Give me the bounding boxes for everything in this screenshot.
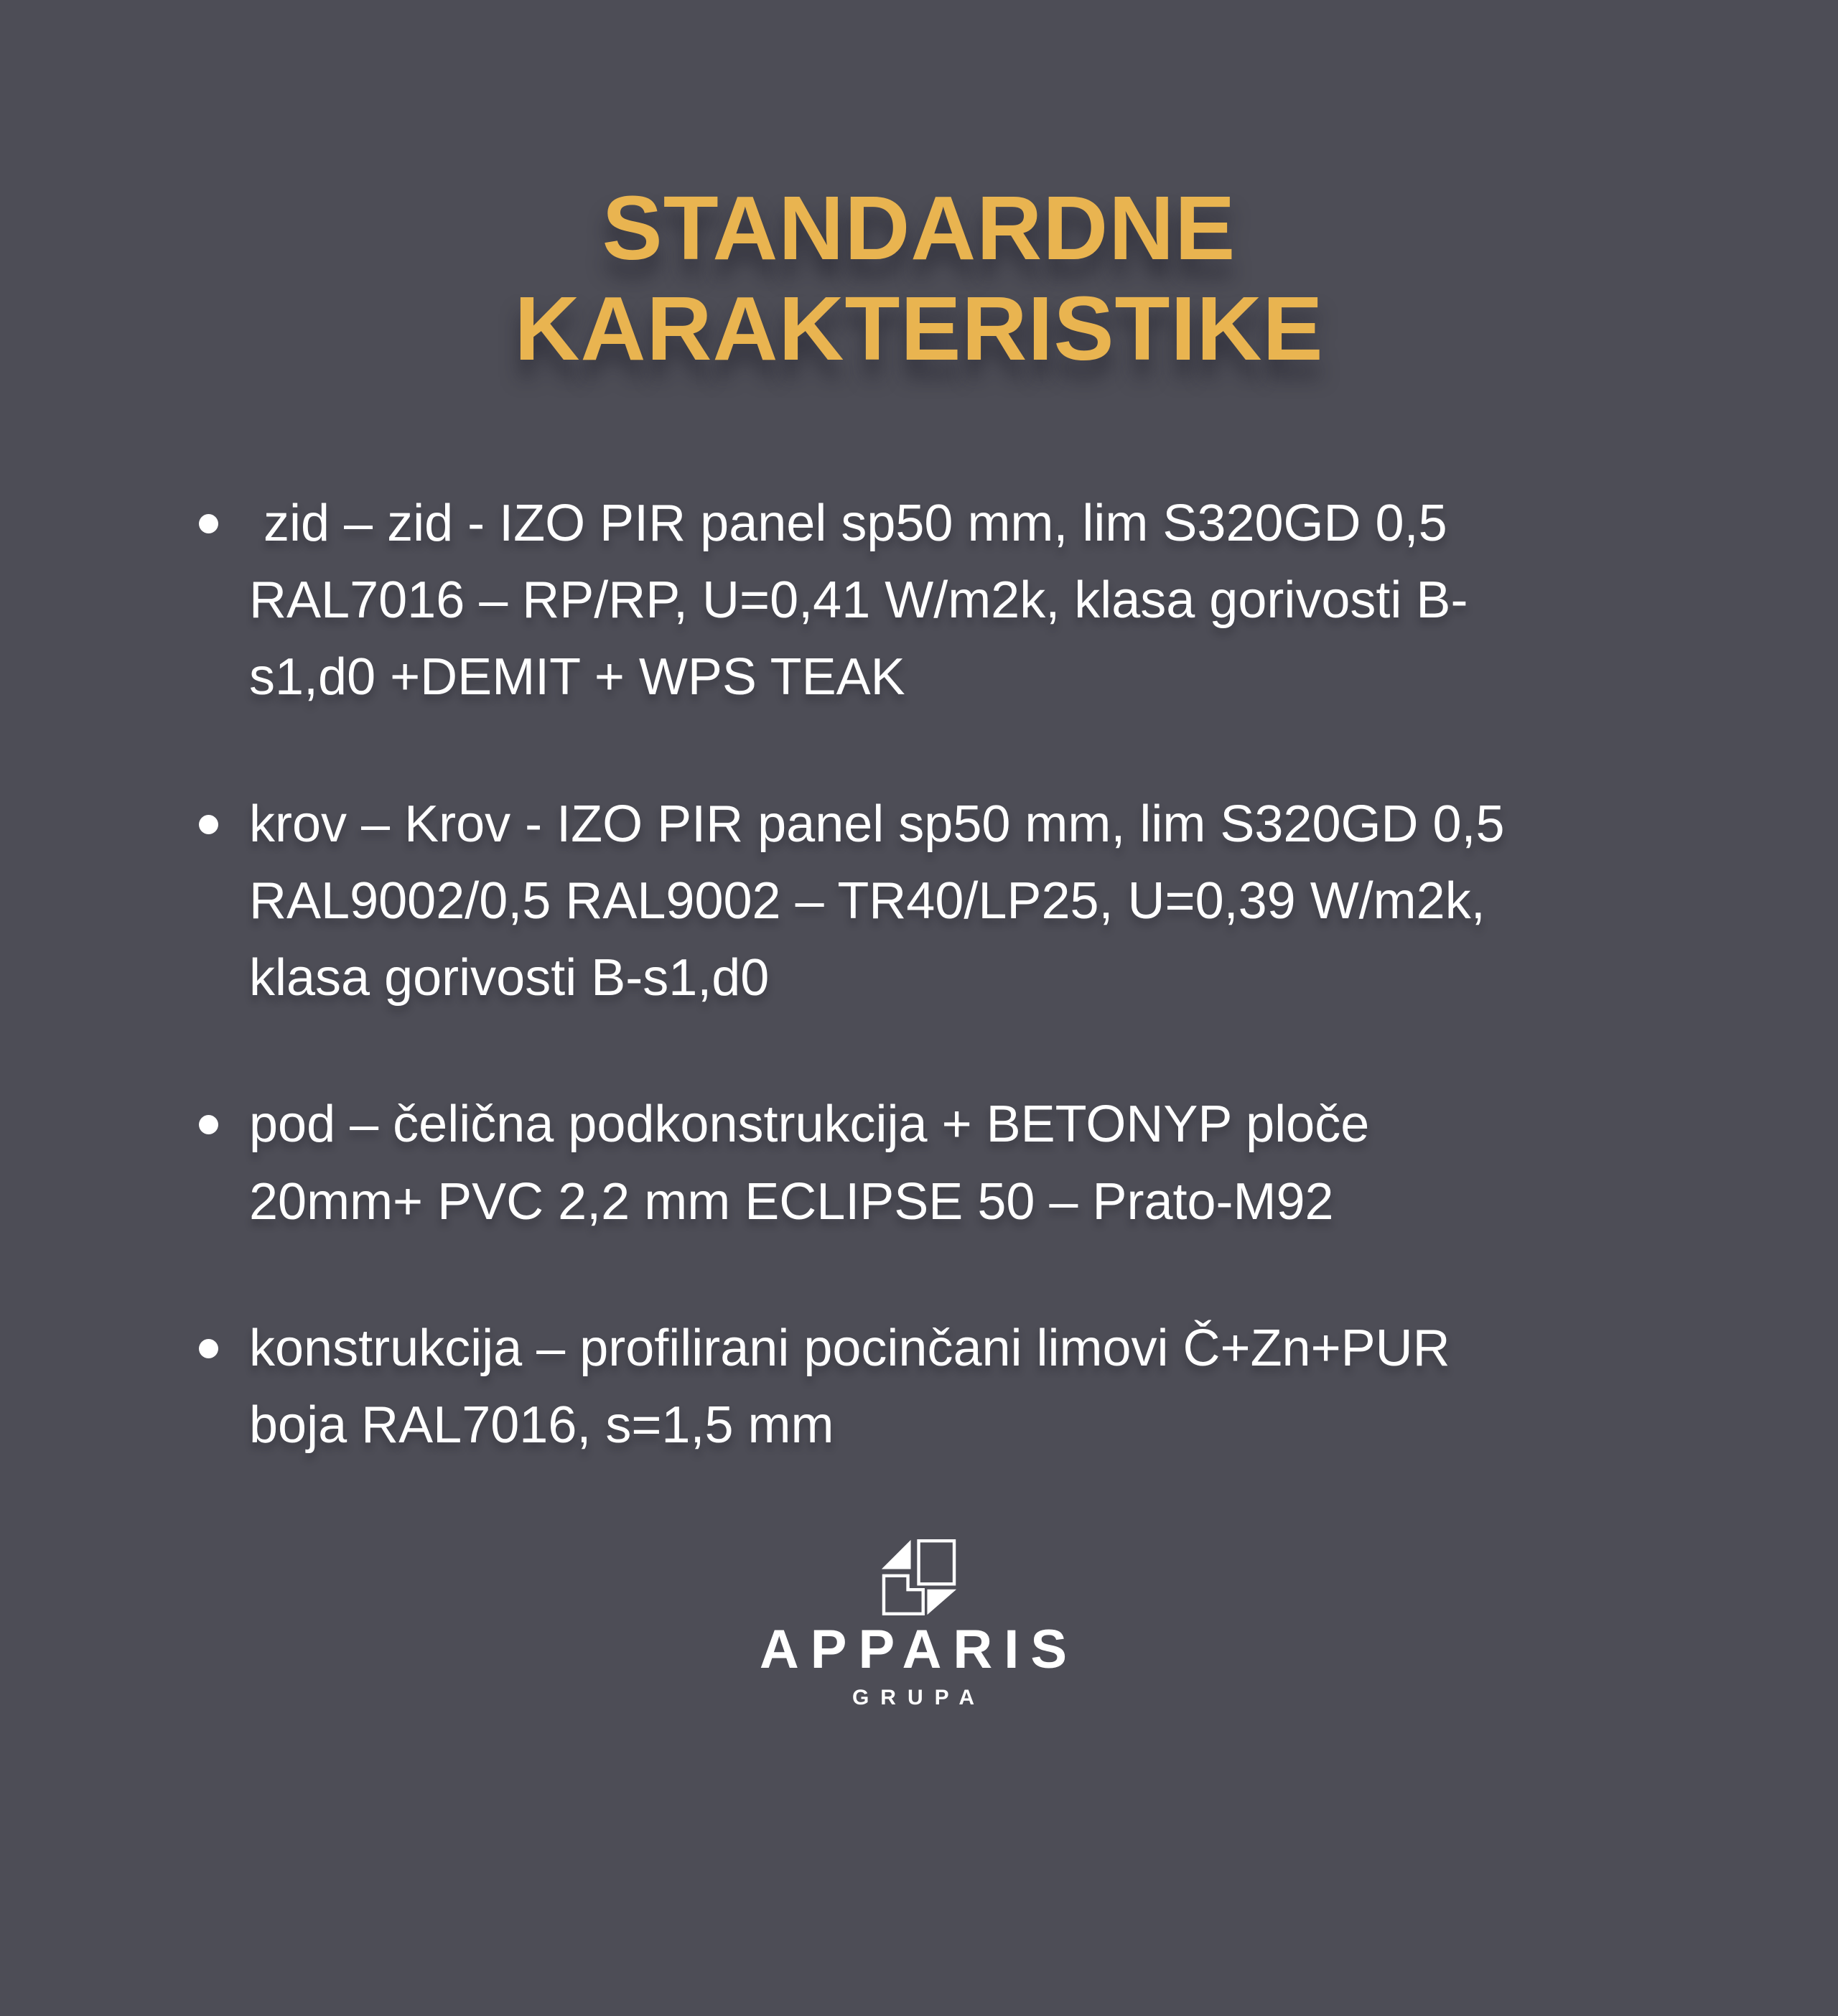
bullet-text: zid – zid - IZO PIR panel sp50 mm, lim S320GD 0,5 RAL7016 – RP/RP, U=0,41 W/m2k, klasa gorivosti B-s1,d0 +DEMIT + WPS TEAK xyxy=(249,494,1468,706)
page-title: STANDARDNE KARAKTERISTIKE xyxy=(514,177,1324,379)
bullet-text: konstrukcija – profilirani pocinčani limovi Č+Zn+PUR boja RAL7016, s=1,5 mm xyxy=(249,1319,1465,1455)
list-item xyxy=(197,1310,1516,1465)
bullet-dot-icon xyxy=(199,1115,218,1134)
bullet-text: pod – čelična podkonstrukcija + BETONYP ploče 20mm+ PVC 2,2 mm ECLIPSE 50 – Prato-M92 xyxy=(249,1096,1384,1231)
bullet-text: krov – Krov - IZO PIR panel sp50 mm, lim S320GD 0,5 RAL9002/0,5 RAL9002 – TR40/LP25, U=0,39 W/m2k, klasa gorivosti B-s1,d0 xyxy=(249,795,1519,1007)
apparis-logo xyxy=(0,1539,1838,1709)
bullet-dot-icon xyxy=(199,815,218,834)
bullet-list xyxy=(197,485,1519,1465)
slide-background xyxy=(0,178,1838,2016)
list-item xyxy=(197,485,1516,717)
bullet-dot-icon xyxy=(199,514,218,533)
list-item xyxy=(197,1086,1516,1241)
apparis-squares-logo-icon xyxy=(881,1539,957,1615)
list-item xyxy=(197,786,1519,1017)
bullet-dot-icon xyxy=(199,1339,218,1358)
brand-subtitle: GRUPA xyxy=(852,1686,986,1710)
brand-name: APPARIS xyxy=(759,1619,1079,1681)
